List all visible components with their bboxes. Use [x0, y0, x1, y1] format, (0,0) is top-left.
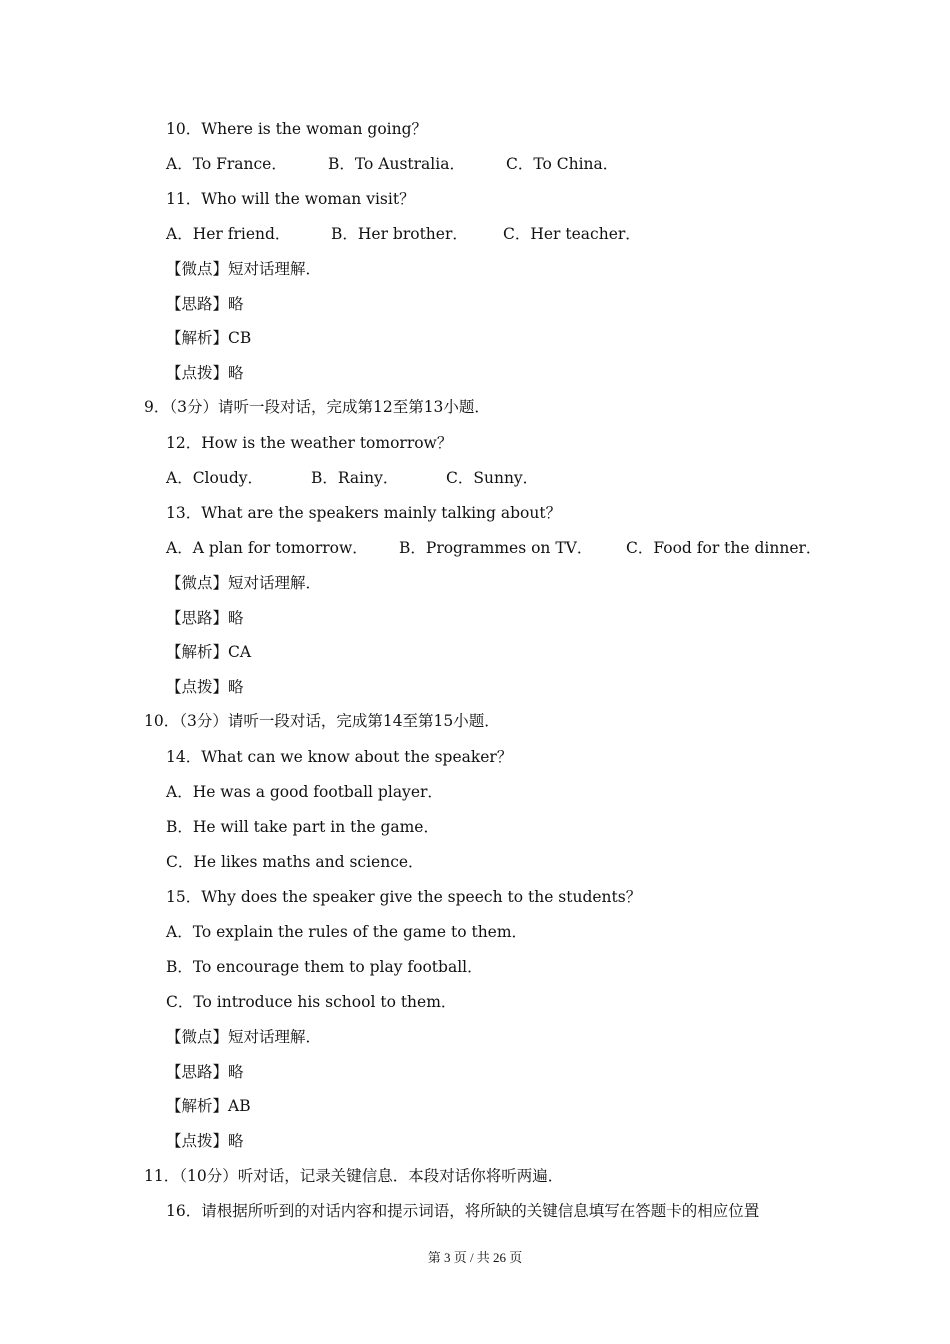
dianbo-note: 【点拨】略: [166, 1132, 244, 1150]
option-c: C．Food for the dinner．: [626, 539, 822, 557]
question-14: 14．What can we know about the speaker？: [166, 748, 513, 766]
option-b: B．To encourage them to play football．: [166, 958, 483, 976]
option-c: C．Sunny．: [446, 469, 539, 487]
option-a: A．Her friend．: [166, 225, 291, 243]
option-b: B．Her brother．: [331, 225, 468, 243]
question-12: 12．How is the weather tomorrow？: [166, 434, 453, 452]
weidian-note: 【微点】短对话理解．: [166, 574, 322, 592]
silu-note: 【思路】略: [166, 609, 244, 627]
option-c: C．He likes maths and science．: [166, 853, 424, 871]
option-c: C．To introduce his school to them．: [166, 993, 457, 1011]
jiexi-note: 【解析】CA: [166, 643, 252, 661]
option-a: A．To explain the rules of the game to them．: [166, 923, 528, 941]
weidian-note: 【微点】短对话理解．: [166, 1028, 322, 1046]
option-c: C．To China．: [506, 155, 619, 173]
question-15: 15．Why does the speaker give the speech to the students？: [166, 888, 642, 906]
option-b: B．He will take part in the game．: [166, 818, 439, 836]
option-b: B．Rainy．: [311, 469, 399, 487]
section-11-heading: 11．（10分）听对话，记录关键信息．本段对话你将听两遍．: [144, 1167, 564, 1185]
silu-note: 【思路】略: [166, 1063, 244, 1081]
question-16: 16．请根据所听到的对话内容和提示词语，将所缺的关键信息填写在答题卡的相应位置: [166, 1202, 760, 1220]
question-11: 11．Who will the woman visit？: [166, 190, 415, 208]
option-a: A．He was a good football player．: [166, 783, 443, 801]
weidian-note: 【微点】短对话理解．: [166, 260, 322, 278]
jiexi-note: 【解析】CB: [166, 329, 252, 347]
dianbo-note: 【点拨】略: [166, 364, 244, 382]
option-c: C．Her teacher．: [503, 225, 641, 243]
dianbo-note: 【点拨】略: [166, 678, 244, 696]
page-footer: 第 3 页 / 共 26 页: [427, 1250, 523, 1265]
option-b: B．Programmes on TV．: [399, 539, 593, 557]
section-10-heading: 10．（3分）请听一段对话，完成第14至第15小题．: [144, 712, 500, 730]
option-a: A．A plan for tomorrow．: [166, 539, 368, 557]
question-10: 10．Where is the woman going？: [166, 120, 428, 138]
silu-note: 【思路】略: [166, 295, 244, 313]
option-a: A．To France．: [166, 155, 287, 173]
section-9-heading: 9．（3分）请听一段对话，完成第12至第13小题．: [144, 398, 490, 416]
jiexi-note: 【解析】AB: [166, 1097, 251, 1115]
question-13: 13．What are the speakers mainly talking about？: [166, 504, 562, 522]
option-a: A．Cloudy．: [166, 469, 264, 487]
option-b: B．To Australia．: [328, 155, 465, 173]
